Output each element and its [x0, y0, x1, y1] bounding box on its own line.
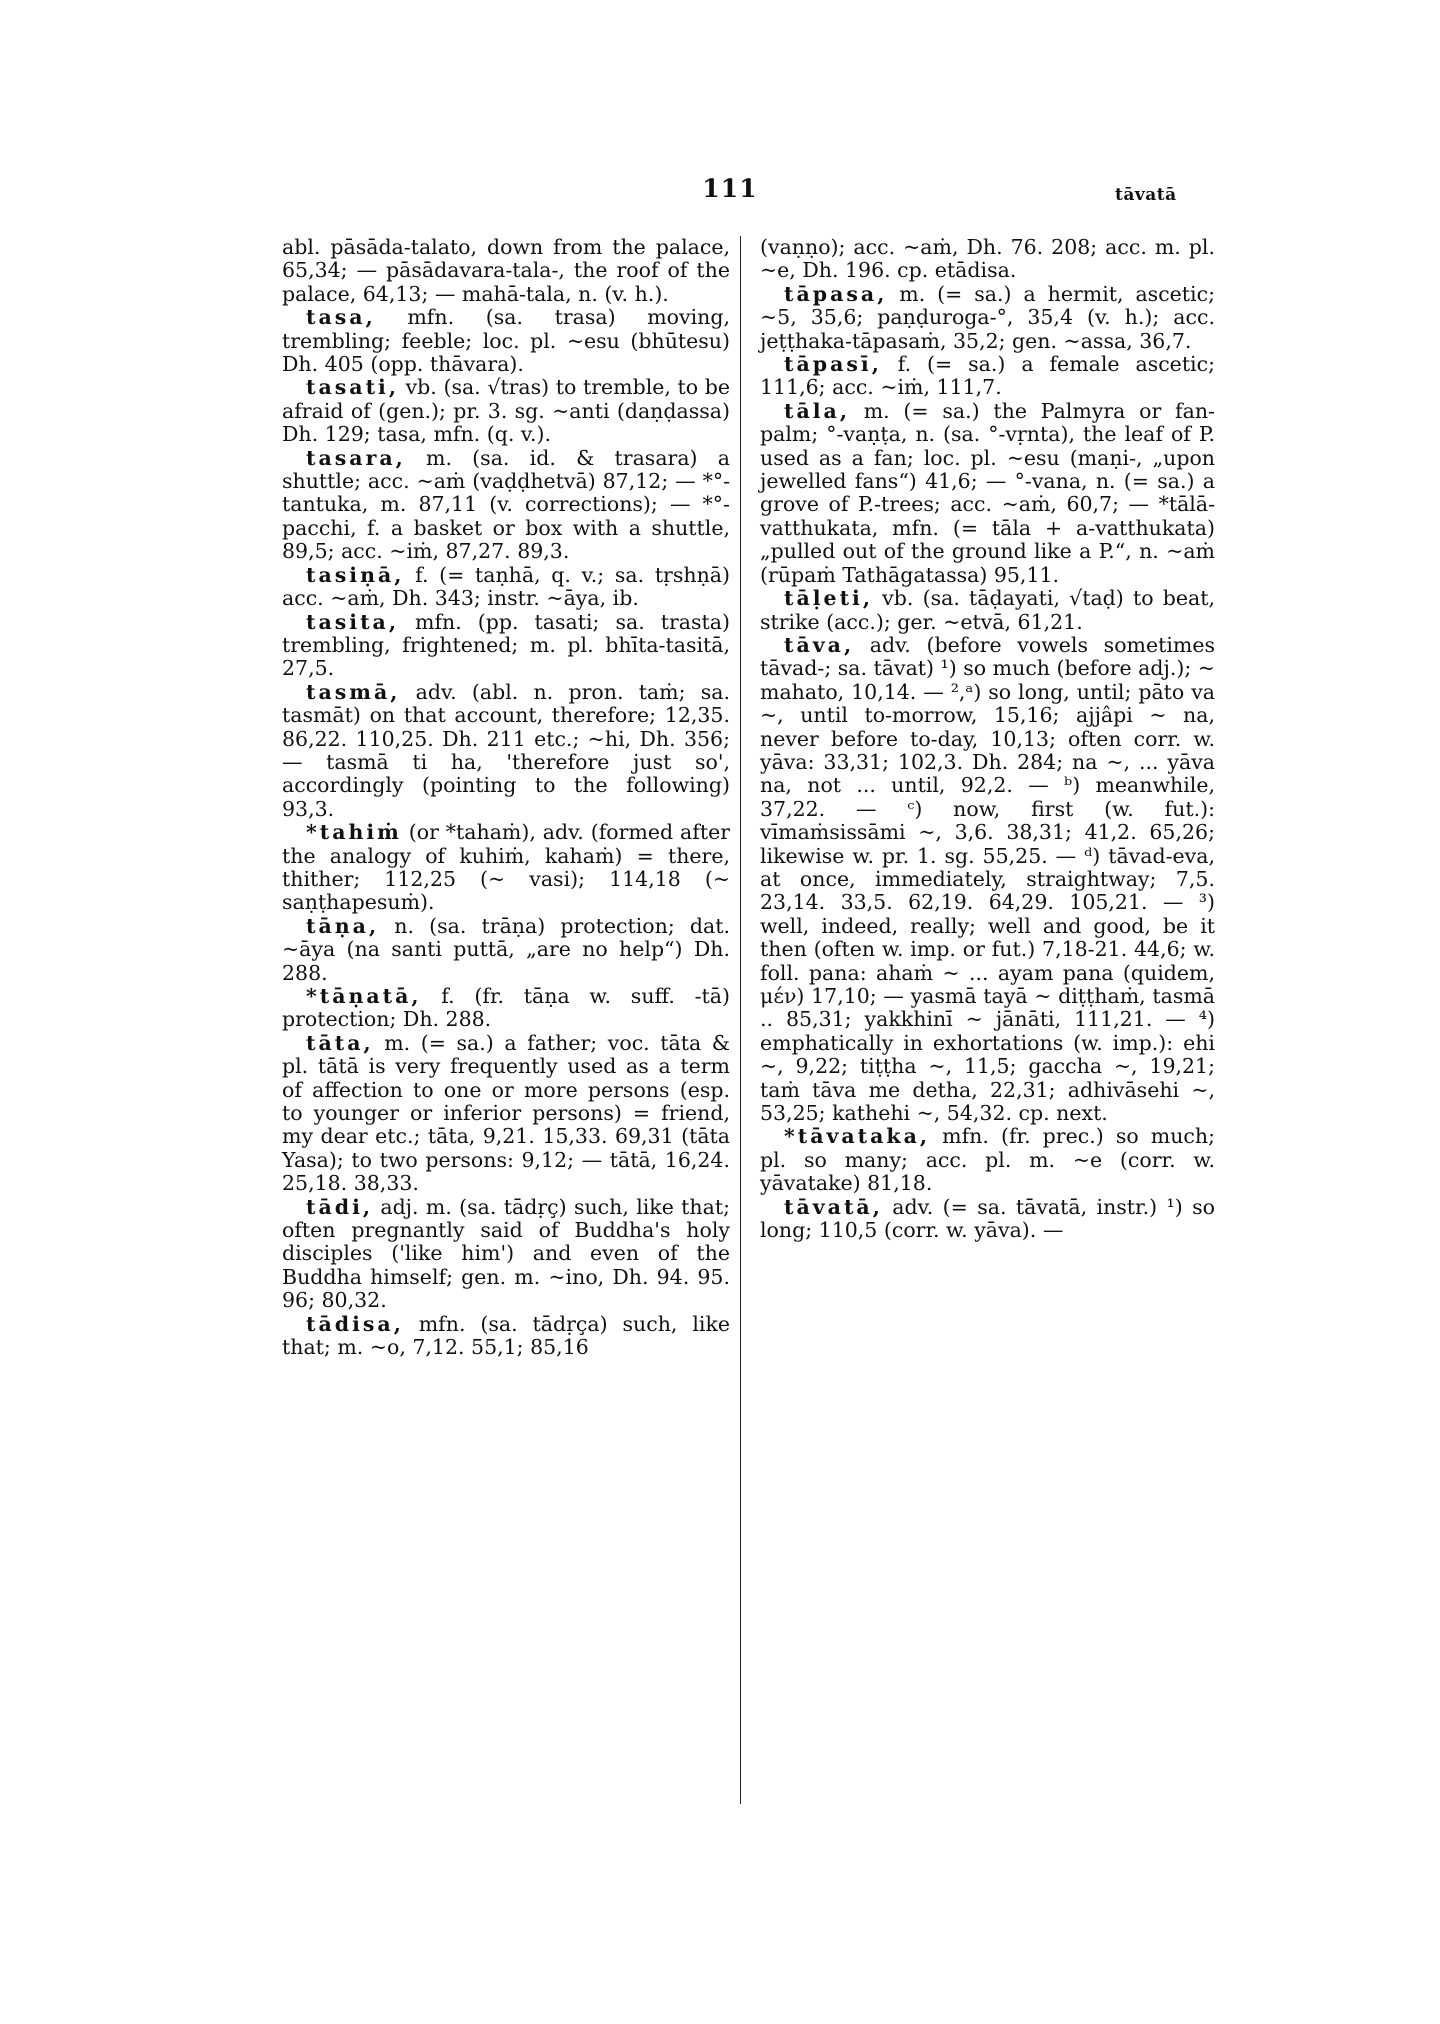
entry-body: m. (sa. id. & trasara) a shuttle; acc. ~aṁ (vaḍḍhetvā) 87,12; — *°-tantuka, m. 87,11 (v. corrections); — *°-pacchi, f. a basket or box with a shuttle, 89,5; acc. ~iṁ, 87,27. 89,3. [282, 445, 730, 564]
dictionary-entry [282, 1313, 730, 1360]
dictionary-entry [282, 376, 730, 446]
left-column [282, 236, 730, 1360]
dictionary-entry [760, 283, 1215, 353]
column-divider [740, 236, 741, 1804]
entry-headword: tāpasa, [784, 281, 888, 306]
dictionary-entry [760, 236, 1215, 283]
dictionary-entry [282, 821, 730, 915]
entry-body: mfn. (pp. tasati; sa. trasta) trembling, frightened; m. pl. bhīta-tasitā, 27,5. [282, 609, 730, 681]
entry-body: m. (= sa.) a father; voc. tāta & pl. tātā is very frequently used as a term of affection to one or more persons (esp. to younger or inferior persons) = friend, my dear etc.; tāta, 9,21. 15,33. 69,31 (tāta Yasa); to two persons: 9,12; — tātā, 16,24. 25,18. 38,33. [282, 1030, 730, 1196]
dictionary-entry [282, 1196, 730, 1313]
dictionary-entry [760, 353, 1215, 400]
dictionary-entry [760, 634, 1215, 1126]
entry-body: vb. (sa. √tras) to tremble, to be afraid of (gen.); pr. 3. sg. ~anti (daṇḍassa) Dh. 129; tasa, mfn. (q. v.). [282, 375, 730, 447]
dictionary-entry [282, 447, 730, 564]
entry-body: m. (= sa.) the Palmyra or fan-palm; °-vaṇṭa, n. (sa. °-vṛnta), the leaf of P. used as a fan; loc. pl. ~esu (maṇi-, „upon jewelled fans“) 41,6; — °-vana, n. (= sa.) a grove of P.-trees; acc. ~aṁ, 60,7; — *tālā-vatthukata, mfn. (= tāla + a-vatthukata) „pulled out of the ground like a P.“, n. ~aṁ (rūpaṁ Tathāgatassa) 95,11. [760, 398, 1215, 587]
dictionary-entry [282, 915, 730, 985]
entry-headword: tasmā, [306, 679, 401, 704]
entry-headword: tāṇa, [306, 913, 380, 938]
entry-body: f. (= taṇhā, q. v.; sa. tṛshṇā) acc. ~aṁ, Dh. 343; instr. ~āya, ib. [282, 562, 730, 611]
entry-headword: tasara, [306, 445, 406, 470]
entry-headword: tasita, [306, 609, 399, 634]
entry-body: n. (sa. trāṇa) protection; dat. ~āya (na santi puttā, „are no help“) Dh. 288. [282, 913, 730, 985]
entry-body: f. (fr. tāṇa w. suff. -tā) protection; Dh. 288. [282, 984, 730, 1032]
entry-body: (vaṇṇo); acc. ~aṁ, Dh. 76. 208; acc. m. pl. ~e, Dh. 196. cp. etādisa. [760, 235, 1215, 283]
entry-body: adv. (before vowels sometimes tāvad-; sa. tāvat) ¹) so much (before adj.); ~ mahato, 10,14. — ²,ᵃ) so long, until; pāto va ~, until to-morrow, 15,16; ajjâpi ~ na, never before to-day, 10,13; often corr. w. yāva: 33,31; 102,3. Dh. 284; na ~, ... yāva na, not ... until, 92,2. — ᵇ) meanwhile, 37,22. — ᶜ) now, first (w. fut.): vīmaṁsissāmi ~, 3,6. 38,31; 41,2. 65,26; likewise w. pr. 1. sg. 55,25. — ᵈ) tāvad-eva, at once, immediately, straightway; 7,5. 23,14. 33,5. 62,19. 64,29. 105,21. — ³) well, indeed, really; well and good, be it then (often w. imp. or fut.) 7,18-21. 44,6; w. foll. pana: ahaṁ ~ ... ayam pana (quidem, μέν) 17,10; — yasmā tayā ~ diṭṭhaṁ, tasmā .. 85,31; yakkhinī ~ jānāti, 111,21. — ⁴) emphatically in exhortations (w. imp.): ehi ~, 9,22; tiṭṭha ~, 11,5; gaccha ~, 19,21; taṁ tāva me detha, 22,31; adhivāsehi ~, 53,25; kathehi ~, 54,32. cp. next. [760, 632, 1215, 1126]
dictionary-entry [282, 611, 730, 681]
entry-headword: tāva, [784, 632, 855, 657]
entry-headword: tāpasī, [784, 352, 882, 377]
entry-body: f. (= sa.) a female ascetic; 111,6; acc. ~iṁ, 111,7. [760, 352, 1215, 400]
entry-body: mfn. (sa. trasa) moving, trembling; feeble; loc. pl. ~esu (bhūtesu) Dh. 405 (opp. thāvara). [282, 305, 730, 377]
dictionary-entry [760, 587, 1215, 634]
entry-headword: tāta, [306, 1030, 374, 1055]
entry-headword: tasati, [306, 375, 399, 400]
page-number: 111 [702, 174, 758, 203]
entry-headword: tāḷeti, [784, 586, 873, 611]
dictionary-entry [282, 985, 730, 1032]
entry-headword: tasa, [306, 305, 376, 330]
dictionary-entry [760, 1196, 1215, 1243]
dictionary-entry [282, 236, 730, 306]
entry-body: vb. (sa. tāḍayati, √taḍ) to beat, strike (acc.); ger. ~etvā, 61,21. [760, 586, 1215, 634]
running-head: tāvatā [1115, 185, 1177, 205]
entry-headword: *tahiṁ [306, 820, 402, 845]
dictionary-entry [282, 681, 730, 821]
entry-body: adj. m. (sa. tādṛç) such, like that; often pregnantly said of Buddha's holy disciples ('like him') and even of the Buddha himself; gen. m. ~ino, Dh. 94. 95. 96; 80,32. [282, 1194, 730, 1313]
entry-body: adv. (abl. n. pron. taṁ; sa. tasmāt) on that account, therefore; 12,35. 86,22. 110,25. Dh. 211 etc.; ~hi, Dh. 356; — tasmā ti ha, 'therefore just so', accordingly (pointing to the following) 93,3. [282, 679, 730, 821]
entry-body: mfn. (sa. tādṛça) such, like that; m. ~o, 7,12. 55,1; 85,16 [282, 1311, 730, 1360]
entry-headword: tādisa, [306, 1311, 404, 1336]
right-column [760, 236, 1215, 1242]
dictionary-entry [282, 564, 730, 611]
dictionary-entry [282, 306, 730, 376]
entry-headword: tādi, [306, 1194, 374, 1219]
entry-body: mfn. (fr. prec.) so much; pl. so many; acc. pl. m. ~e (corr. w. yāvatake) 81,18. [760, 1124, 1215, 1196]
entry-headword: *tāṇatā, [306, 984, 422, 1008]
entry-headword: tāla, [784, 398, 850, 423]
entry-body: abl. pāsāda-talato, down from the palace, 65,34; — pāsādavara-tala-, the roof of the palace, 64,13; — mahā-tala, n. (v. h.). [282, 235, 730, 306]
dictionary-entry [282, 1032, 730, 1196]
dictionary-entry [760, 1125, 1215, 1195]
entry-body: m. (= sa.) a hermit, ascetic; ~5, 35,6; paṇḍuroga-°, 35,4 (v. h.); acc. jeṭṭhaka-tāpasaṁ, 35,2; gen. ~assa, 36,7. [760, 281, 1215, 353]
entry-headword: tāvatā, [784, 1194, 883, 1219]
entry-body: adv. (= sa. tāvatā, instr.) ¹) so long; 110,5 (corr. w. yāva). — [760, 1194, 1215, 1243]
entry-headword: *tāvataka, [784, 1124, 931, 1149]
entry-body: (or *tahaṁ), adv. (formed after the analogy of kuhiṁ, kahaṁ) = there, thither; 112,25 (~ vasi); 114,18 (~ saṇṭhapesuṁ). [282, 820, 730, 915]
dictionary-entry [760, 400, 1215, 587]
entry-headword: tasiṇā, [306, 562, 405, 587]
